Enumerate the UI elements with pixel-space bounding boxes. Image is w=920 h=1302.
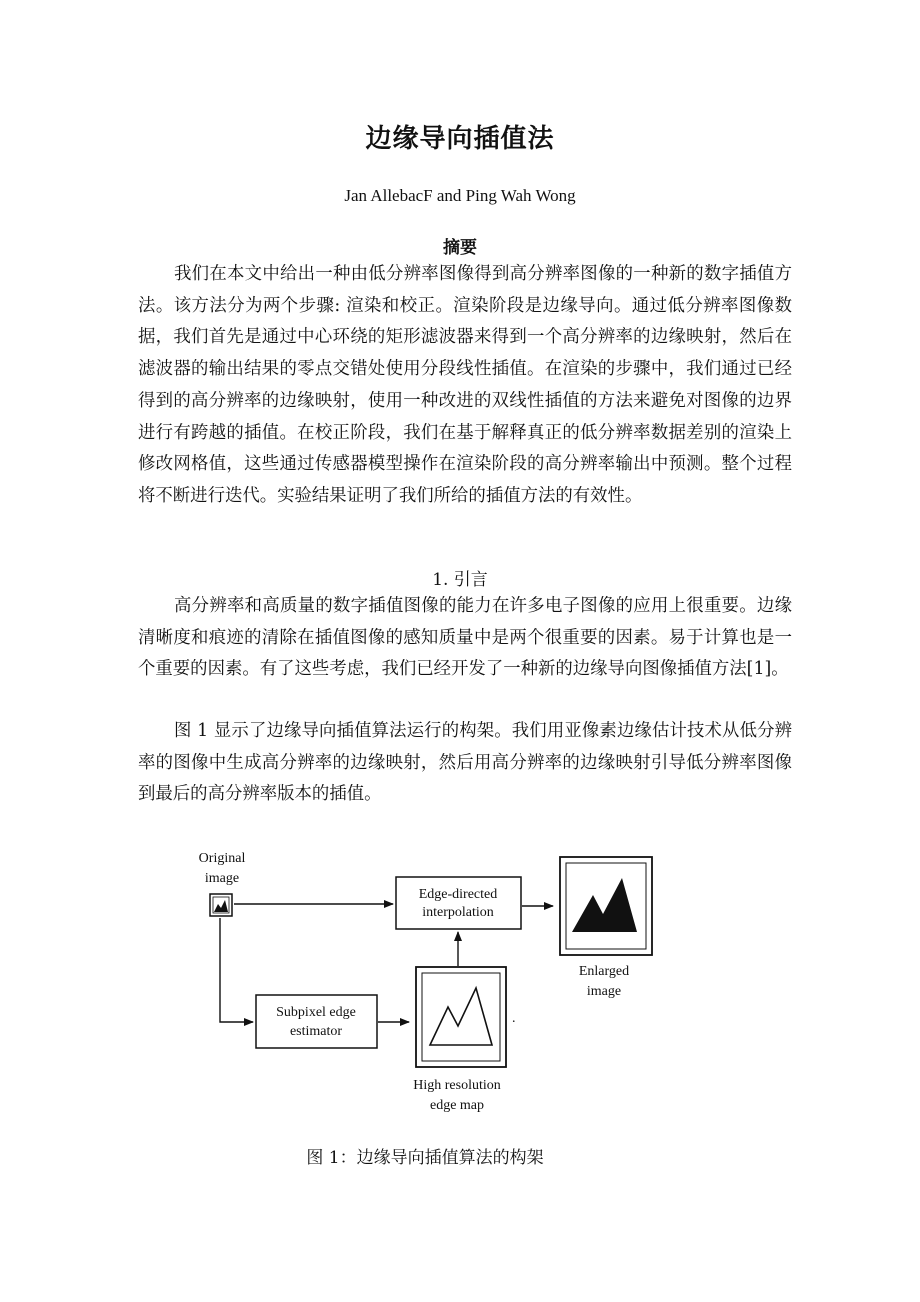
enlarged-image-box — [560, 857, 652, 955]
subpixel-estimator-label-line1: Subpixel edge — [276, 1005, 356, 1020]
arrow-original-to-estimator — [220, 918, 253, 1022]
stray-dot: . — [512, 1011, 516, 1026]
edge-directed-interpolation-label-line1: Edge-directed — [418, 887, 498, 902]
enlarged-image-label-line1: Enlarged — [578, 964, 630, 979]
section-heading-introduction: 1. 引言 — [432, 570, 488, 590]
abstract-heading: 摘要 — [443, 238, 477, 258]
subpixel-edge-estimator-box — [256, 995, 377, 1048]
original-image-thumbnail — [210, 894, 232, 916]
intro-paragraph-1: 高分辨率和高质量的数字插值图像的能力在许多电子图像的应用上很重要。边缘清晰度和痕迹的清除在插值图像的感知质量中是两个很重要的因素。易于计算也是一个重要的因素。有了这些考虑，我们已经开发了一种新的边缘导向图像插值方法[1]。 — [138, 596, 792, 680]
figure-1-caption: 图 1：边缘导向插值算法的构架 — [306, 1148, 544, 1168]
edge-map-label-line2: edge map — [429, 1098, 485, 1113]
edge-map-label-line1: High resolution — [413, 1078, 501, 1093]
enlarged-image-label-line2: image — [586, 984, 622, 999]
edge-directed-interpolation-label-line2: interpolation — [422, 905, 494, 920]
paper-title: 边缘导向插值法 — [365, 124, 555, 154]
authors: Jan AllebacF and Ping Wah Wong — [344, 186, 576, 205]
edge-directed-interpolation-box — [396, 877, 521, 929]
abstract-paragraph: 我们在本文中给出一种由低分辨率图像得到高分辨率图像的一种新的数字插值方法。该方法分为两个步骤: 渲染和校正。渲染阶段是边缘导向。通过低分辨率图像数据，我们首先是通过中心环绕的矩形滤波器来得到一个高分辨率的边缘映射，然后在滤波器的输出结果的零点交错处使用分段线性插值。在渲染的步骤中，我们通过已经得到的高分辨率的边缘映射，使用一种改进的双线性插值的方法来避免对图像的边界进行有跨越的插值。在校正阶段，我们在基于解释真正的低分辨率数据差别的渲染上修改网格值，这些通过传感器模型操作在渲染阶段的高分辨率输出中预测。整个过程将不断进行迭代。实验结果证明了我们所给的插值方法的有效性。 — [138, 264, 792, 506]
original-image-label-line2: image — [204, 871, 240, 886]
subpixel-estimator-label-line2: estimator — [289, 1024, 343, 1039]
high-resolution-edge-map-box — [416, 967, 506, 1067]
original-image-label-line1: Original — [198, 851, 246, 866]
figure-1-diagram — [185, 840, 675, 1130]
intro-paragraph-2: 图 1 显示了边缘导向插值算法运行的构架。我们用亚像素边缘估计技术从低分辨率的图像中生成高分辨率的边缘映射，然后用高分辨率的边缘映射引导低分辨率图像到最后的高分辨率版本的插值。 — [138, 721, 792, 805]
